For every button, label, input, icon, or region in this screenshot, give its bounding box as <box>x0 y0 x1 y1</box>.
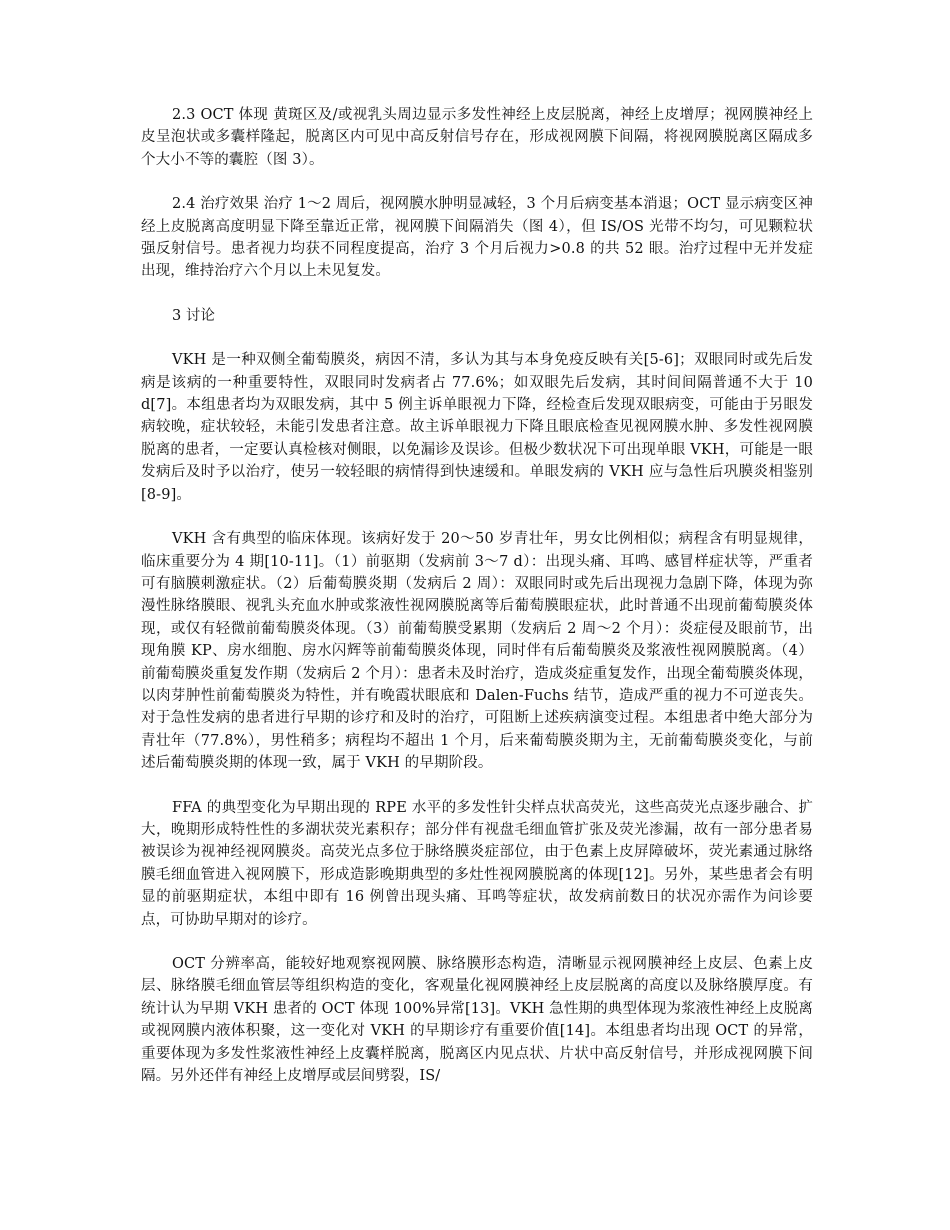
section-heading-discussion: 3 讨论 <box>172 307 215 324</box>
paragraph-oct-discussion: OCT 分辨率高，能较好地观察视网膜、脉络膜形态构造，清晰显示视网膜神经上皮层、色素上皮层、脉络膜毛细血管层等组织构造的变化，客观量化视网膜神经上皮层脱离的高度以及脉络膜厚度。有统计认为早期 VKH 患者的 OCT 体现 100%异常[13]。VKH 急性期的典型体现为浆液性神经上皮脱离或视网膜内液体积聚，这一变化对 VKH 的早期诊疗有重要价值[14]。本组患者均出现 OCT 的异常，重要体现为多发性浆液性神经上皮囊样脱离，脱离区内见点状、片状中高反射信号，并形成视网膜下间隔。另外还伴有神经上皮增厚或层间劈裂，IS/ <box>141 956 813 1085</box>
paragraph-ffa-changes: FFA 的典型变化为早期出现的 RPE 水平的多发性针尖样点状高荧光，这些高荧光点逐步融合、扩大，晚期形成特性性的多湖状荧光素积存；部分伴有视盘毛细血管扩张及荧光渗漏，故有一部分患者易被误诊为视神经视网膜炎。高荧光点多位于脉络膜炎症部位，由于色素上皮屏障破坏，荧光素通过脉络膜毛细血管进入视网膜下，形成造影晚期典型的多灶性视网膜脱离的体现[12]。另外，某些患者会有明显的前驱期症状，本组中即有 16 例曾出现头痛、耳鸣等症状，故发病前数日的状况亦需作为问诊要点，可协助早期对的诊疗。 <box>141 799 813 928</box>
paragraph-oct-findings: 2.3 OCT 体现 黄斑区及/或视乳头周边显示多发性神经上皮层脱离，神经上皮增厚；视网膜神经上皮呈泡状或多囊样隆起，脱离区内可见中高反射信号存在，形成视网膜下间隔，将视网膜脱离区隔成多个大小不等的囊腔（图 3）。 <box>141 107 813 168</box>
paragraph-vkh-overview: VKH 是一种双侧全葡萄膜炎，病因不清，多认为其与本身免疫反映有关[5-6]；双眼同时或先后发病是该病的一种重要特性，双眼同时发病者占 77.6%；如双眼先后发病，其时间间隔普通不大于 10 d[7]。本组患者均为双眼发病，其中 5 例主诉单眼视力下降，经检查后发现双眼病变，可能由于另眼发病较晚，症状较轻，未能引发患者注意。故主诉单眼视力下降且眼底检查见视网膜水肿、多发性视网膜脱离的患者，一定要认真检核对侧眼，以免漏诊及误诊。但极少数状况下可出现单眼 VKH，可能是一眼发病后及时予以治疗，使另一较轻眼的病情得到快速缓和。单眼发病的 VKH 应与急性后巩膜炎相鉴别[8-9]。 <box>141 352 813 503</box>
paragraph-vkh-clinical-stages: VKH 含有典型的临床体现。该病好发于 20～50 岁青壮年，男女比例相似；病程含有明显规律，临床重要分为 4 期[10-11]。（1）前驱期（发病前 3～7 d）：出现头痛、耳鸣、感冒样症状等，严重者可有脑膜刺激症状。（2）后葡萄膜炎期（发病后 2 周）：双眼同时或先后出现视力急剧下降，体现为弥漫性脉络膜眼、视乳头充血水肿或浆液性视网膜脱离等后葡萄膜眼症状，此时普通不出现前葡萄膜炎体现，或仅有轻微前葡萄膜炎体现。（3）前葡萄膜受累期（发病后 2 周～2 个月）：炎症侵及眼前节，出现角膜 KP、房水细胞、房水闪辉等前葡萄膜炎体现，同时伴有后葡萄膜炎及浆液性视网膜脱离。（4）前葡萄膜炎重复发作期（发病后 2 个月）：患者未及时治疗，造成炎症重复发作，出现全葡萄膜炎体现，以肉芽肿性前葡萄膜炎为特性，并有晚霞状眼底和 Dalen-Fuchs 结节，造成严重的视力不可逆丧失。对于急性发病的患者进行早期的诊疗和及时的治疗，可阻断上述疾病演变过程。本组患者中绝大部分为青壮年（77.8%），男性稍多；病程均不超出 1 个月，后来葡萄膜炎期为主，无前葡萄膜炎变化，与前述后葡萄膜炎期的体现一致，属于 VKH 的早期阶段。 <box>141 531 813 772</box>
paragraph-treatment-effect: 2.4 治疗效果 治疗 1～2 周后，视网膜水肿明显减轻，3 个月后病变基本消退；OCT 显示病变区神经上皮脱离高度明显下降至靠近正常，视网膜下间隔消失（图 4），但 IS/OS 光带不均匀，可见颗粒状强反射信号。患者视力均获不同程度提高，治疗 3 个月后视力>0.8 的共 52 眼。治疗过程中无并发症出现，维持治疗六个月以上未见复发。 <box>141 196 813 280</box>
document-body <box>141 104 813 1109</box>
